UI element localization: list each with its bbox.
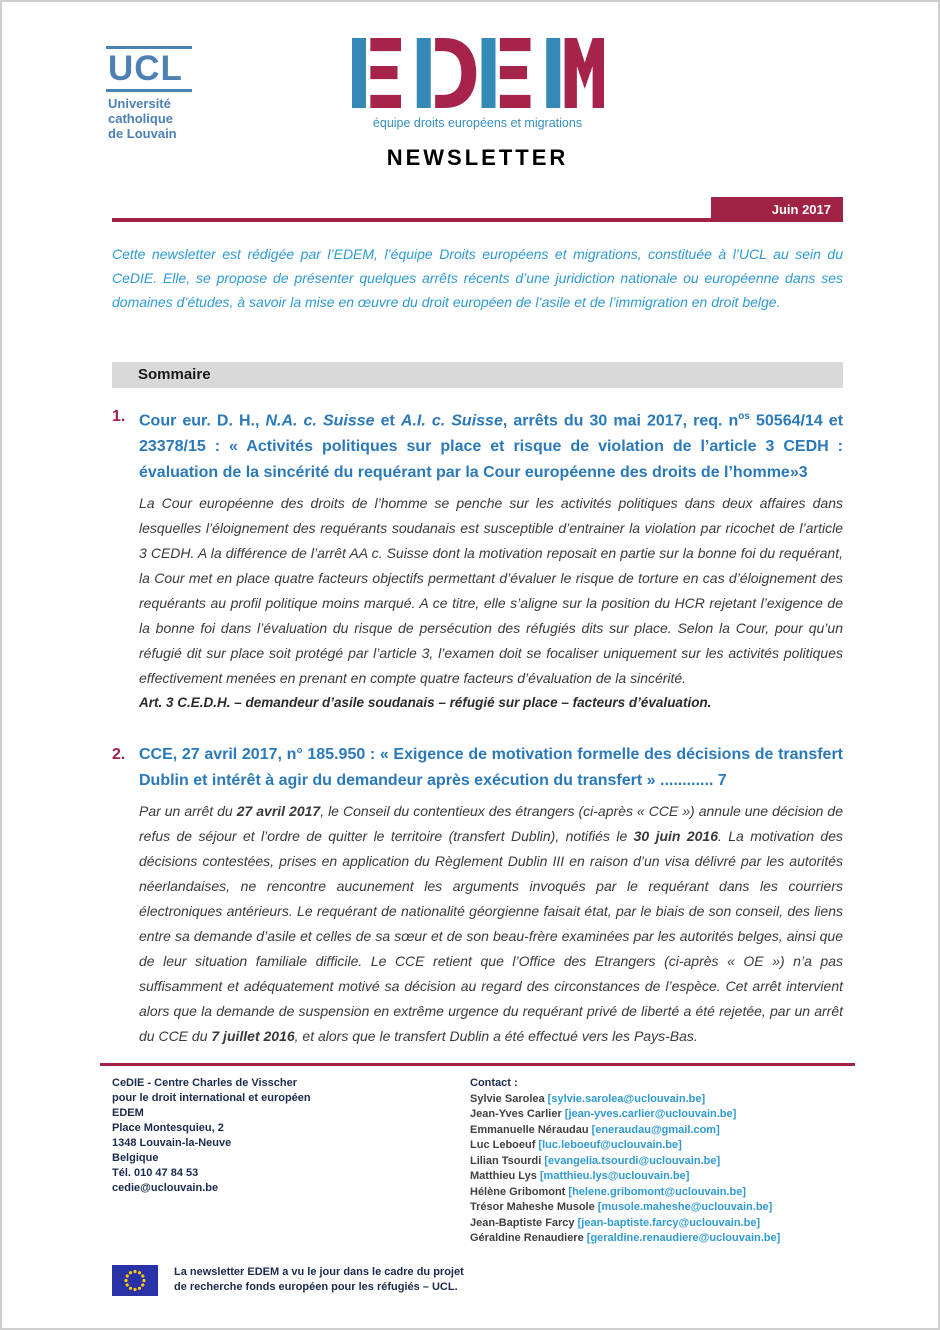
ucl-acronym: UCL bbox=[108, 49, 183, 88]
toc-item-1-title-text: , arrêts du 30 mai 2017, req. n bbox=[502, 412, 739, 430]
contact-label: Contact : bbox=[470, 1077, 518, 1090]
contact-email-link[interactable]: [eneraudau@gmail.com] bbox=[591, 1123, 720, 1136]
contact-row bbox=[470, 1092, 843, 1108]
contact-email-link[interactable]: [luc.leboeuf@uclouvain.be] bbox=[538, 1139, 682, 1152]
contact-email-link[interactable]: [jean-baptiste.farcy@uclouvain.be] bbox=[577, 1216, 761, 1229]
newsletter-title: NEWSLETTER bbox=[386, 145, 569, 170]
toc-item-2-abstract bbox=[112, 799, 843, 1049]
contact-row bbox=[470, 1123, 843, 1139]
footer bbox=[112, 1076, 843, 1247]
address-line: 1348 Louvain-la-Neuve bbox=[112, 1137, 232, 1150]
abstract-text: , et alors que le transfert Dublin a été effectué vers les Pays-Bas. bbox=[294, 1028, 698, 1045]
contact-email-link[interactable]: [matthieu.lys@uclouvain.be] bbox=[539, 1170, 690, 1183]
toc-item-1-title-text: Cour eur. D. H., bbox=[139, 412, 266, 430]
ucl-logo bbox=[106, 46, 198, 141]
ucl-name-line: catholique bbox=[108, 111, 174, 126]
edem-logo-icon bbox=[352, 38, 604, 108]
address-line: Place Montesquieu, 2 bbox=[112, 1122, 224, 1135]
contact-name: Jean-Yves Carlier bbox=[470, 1108, 562, 1121]
abstract-text: . La motivation des décisions contestées, prises en application du Règlement Dublin III en raison d’un visa délivré par les autorités néerlandaises, ne rencontre aucunement les arguments invoqués par le requérant dans les courriers électroniques antérieurs. Le requérant de nationalité géorgienne faisait état, par le biais de son conseil, des liens entre sa demande d’asile et celles de sa sœur et de son beau-frère examinées par les autorités belges, ainsi que de leur situation familiale difficile. Le CCE retient que l’Office des Etrangers (ci-après « OE ») n’a pas suffisamment et adéquatement motivé sa décision au regard des circonstances de l’espèce. Cet arrêt intervient alors que la demande de suspension en extrême urgence du requérant privé de liberté a été rejetée, par un arrêt du CCE du bbox=[139, 828, 843, 1045]
toc-item-1-case-name: A.I. c. Suisse bbox=[400, 412, 503, 430]
contact-email-link[interactable]: [evangelia.tsourdi@uclouvain.be] bbox=[544, 1154, 721, 1167]
contact-row bbox=[470, 1231, 843, 1247]
address-line: pour le droit international et européen bbox=[112, 1092, 311, 1105]
contact-row bbox=[470, 1216, 843, 1232]
contact-name: Jean-Baptiste Farcy bbox=[470, 1216, 575, 1229]
eu-note-text: La newsletter EDEM a vu le jour dans le cadre du projet de recherche fonds européen pour les réfugiés – UCL. bbox=[174, 1265, 464, 1293]
address-line: EDEM bbox=[112, 1107, 144, 1120]
header-rule-row bbox=[112, 197, 843, 222]
footer-contacts bbox=[470, 1076, 843, 1247]
toc-heading: Sommaire bbox=[138, 366, 211, 383]
eu-funding-note bbox=[112, 1265, 843, 1296]
toc-item-1-title-text: et bbox=[374, 412, 401, 430]
footer-address bbox=[112, 1076, 470, 1247]
abstract-bold-date: 27 avril 2017 bbox=[236, 803, 321, 820]
edem-tagline: équipe droits européens et migrations bbox=[372, 116, 583, 130]
contact-row bbox=[470, 1169, 843, 1185]
contact-row bbox=[470, 1154, 843, 1170]
abstract-text: , le Conseil du contentieux des étrangers (ci-après « CCE ») annule une décision de refus de séjour et l’ordre de quitter le territoire (transfert Dublin), notifiés le bbox=[139, 803, 843, 845]
contact-email-link[interactable]: [helene.gribomont@uclouvain.be] bbox=[568, 1185, 746, 1198]
toc-item-1 bbox=[112, 404, 843, 714]
toc-item-2 bbox=[112, 742, 843, 1049]
contact-row bbox=[470, 1107, 843, 1123]
abstract-text: Par un arrêt du bbox=[139, 803, 237, 820]
intro-paragraph: Cette newsletter est rédigée par l’EDEM, l’équipe Droits européens et migrations, constituée à l’UCL au sein du CeDIE. Elle, se propose de présenter quelques arrêts récents d’une juridiction nationale ou européenne dans ses domaines d’études, à savoir la mise en œuvre du droit européen de l’asile et de l’immigration en droit belge. bbox=[112, 246, 843, 310]
contact-row bbox=[470, 1138, 843, 1154]
toc-item-2-dot-leader: ............ bbox=[660, 772, 714, 790]
eu-flag-icon bbox=[112, 1265, 158, 1296]
address-line: Tél. 010 47 84 53 bbox=[112, 1167, 199, 1180]
contact-name: Trésor Maheshe Musole bbox=[470, 1201, 595, 1214]
toc-item-1-keywords: Art. 3 C.E.D.H. – demandeur d’asile soudanais – réfugié sur place – facteurs d’évaluation. bbox=[139, 695, 712, 711]
contact-row bbox=[470, 1200, 843, 1216]
address-line: Belgique bbox=[112, 1152, 159, 1165]
contact-name: Sylvie Sarolea bbox=[470, 1092, 545, 1105]
header-rule bbox=[112, 218, 711, 222]
header bbox=[108, 38, 843, 190]
contact-email-link[interactable]: [sylvie.sarolea@uclouvain.be] bbox=[547, 1092, 706, 1105]
contact-email-link[interactable]: [musole.maheshe@uclouvain.be] bbox=[597, 1201, 773, 1214]
contact-name: Lilian Tsourdi bbox=[470, 1154, 542, 1167]
footer-divider bbox=[100, 1063, 855, 1066]
contact-name: Géraldine Renaudiere bbox=[470, 1232, 584, 1245]
ucl-name bbox=[106, 96, 198, 141]
issue-date-badge: Juin 2017 bbox=[711, 197, 843, 222]
toc-item-1-page-number: 3 bbox=[798, 464, 808, 482]
contact-name: Luc Leboeuf bbox=[470, 1139, 536, 1152]
toc-item-2-title[interactable] bbox=[112, 742, 843, 794]
toc-heading-bar bbox=[112, 362, 843, 388]
contact-name: Hélène Gribomont bbox=[470, 1185, 566, 1198]
contact-name: Matthieu Lys bbox=[470, 1170, 537, 1183]
address-line: CeDIE - Centre Charles de Visscher bbox=[112, 1077, 298, 1090]
contact-name: Emmanuelle Néraudau bbox=[470, 1123, 589, 1136]
edem-logo-block bbox=[343, 38, 613, 130]
ucl-name-line: Université bbox=[108, 96, 171, 111]
abstract-bold-date: 30 juin 2016 bbox=[633, 828, 718, 845]
toc-item-2-page-number: 7 bbox=[713, 772, 727, 790]
toc-item-1-number: 1. bbox=[112, 408, 126, 425]
toc-item-1-title[interactable] bbox=[112, 404, 843, 486]
ucl-logo-bottom-rule bbox=[106, 89, 192, 92]
toc-item-1-case-name: N.A. c. Suisse bbox=[265, 412, 375, 430]
toc-item-1-abstract: La Cour européenne des droits de l’homme se penche sur les activités politiques dans deux affaires dans lesquelles l’éloignement des requérants soudanais est susceptible d’entrainer la violation par ricochet de l’article 3 CEDH. A la différence de l’arrêt AA c. Suisse dont la motivation reposait en partie sur la bonne foi du requérant, la Cour met en place quatre facteurs objectifs permettant d’évaluer le risque de torture en cas d’éloignement des requérants au profil politique moins marqué. A ce titre, elle s’aligne sur la position du HCR rejetant l’exigence de la bonne foi dans l’évaluation du risque de persécution des réfugiés dits sur place. Selon la Cour, pour qu’un réfugié dit sur place soit protégé par l’article 3, l’examen doit se focaliser uniquement sur les activités politiques effectivement menées en prenant en compte quatre facteurs d’évaluation de la sincérité. bbox=[139, 495, 843, 687]
toc-item-2-title-text: CCE, 27 avril 2017, n° 185.950 : « Exigence de motivation formelle des décisions de transfert Dublin et intérêt à agir du demandeur après exécution du transfert » bbox=[139, 746, 843, 790]
toc-item-1-title-text: 50564/14 et 23378/15 : « Activités politiques sur place et risque de violation de l’article 3 CEDH : évaluation de la sincérité du requérant par la Cour européenne des droits de l’homme» bbox=[139, 412, 844, 482]
contact-email-link[interactable]: [jean-yves.carlier@uclouvain.be] bbox=[564, 1108, 737, 1121]
cedie-email-link[interactable]: cedie@uclouvain.be bbox=[112, 1182, 219, 1195]
contact-row bbox=[470, 1185, 843, 1201]
toc-item-1-superscript: os bbox=[738, 411, 750, 422]
ucl-name-line: de Louvain bbox=[108, 126, 177, 141]
abstract-bold-date: 7 juillet 2016 bbox=[211, 1028, 295, 1045]
contact-email-link[interactable]: [geraldine.renaudiere@uclouvain.be] bbox=[586, 1232, 781, 1245]
toc-item-2-number: 2. bbox=[112, 746, 126, 764]
